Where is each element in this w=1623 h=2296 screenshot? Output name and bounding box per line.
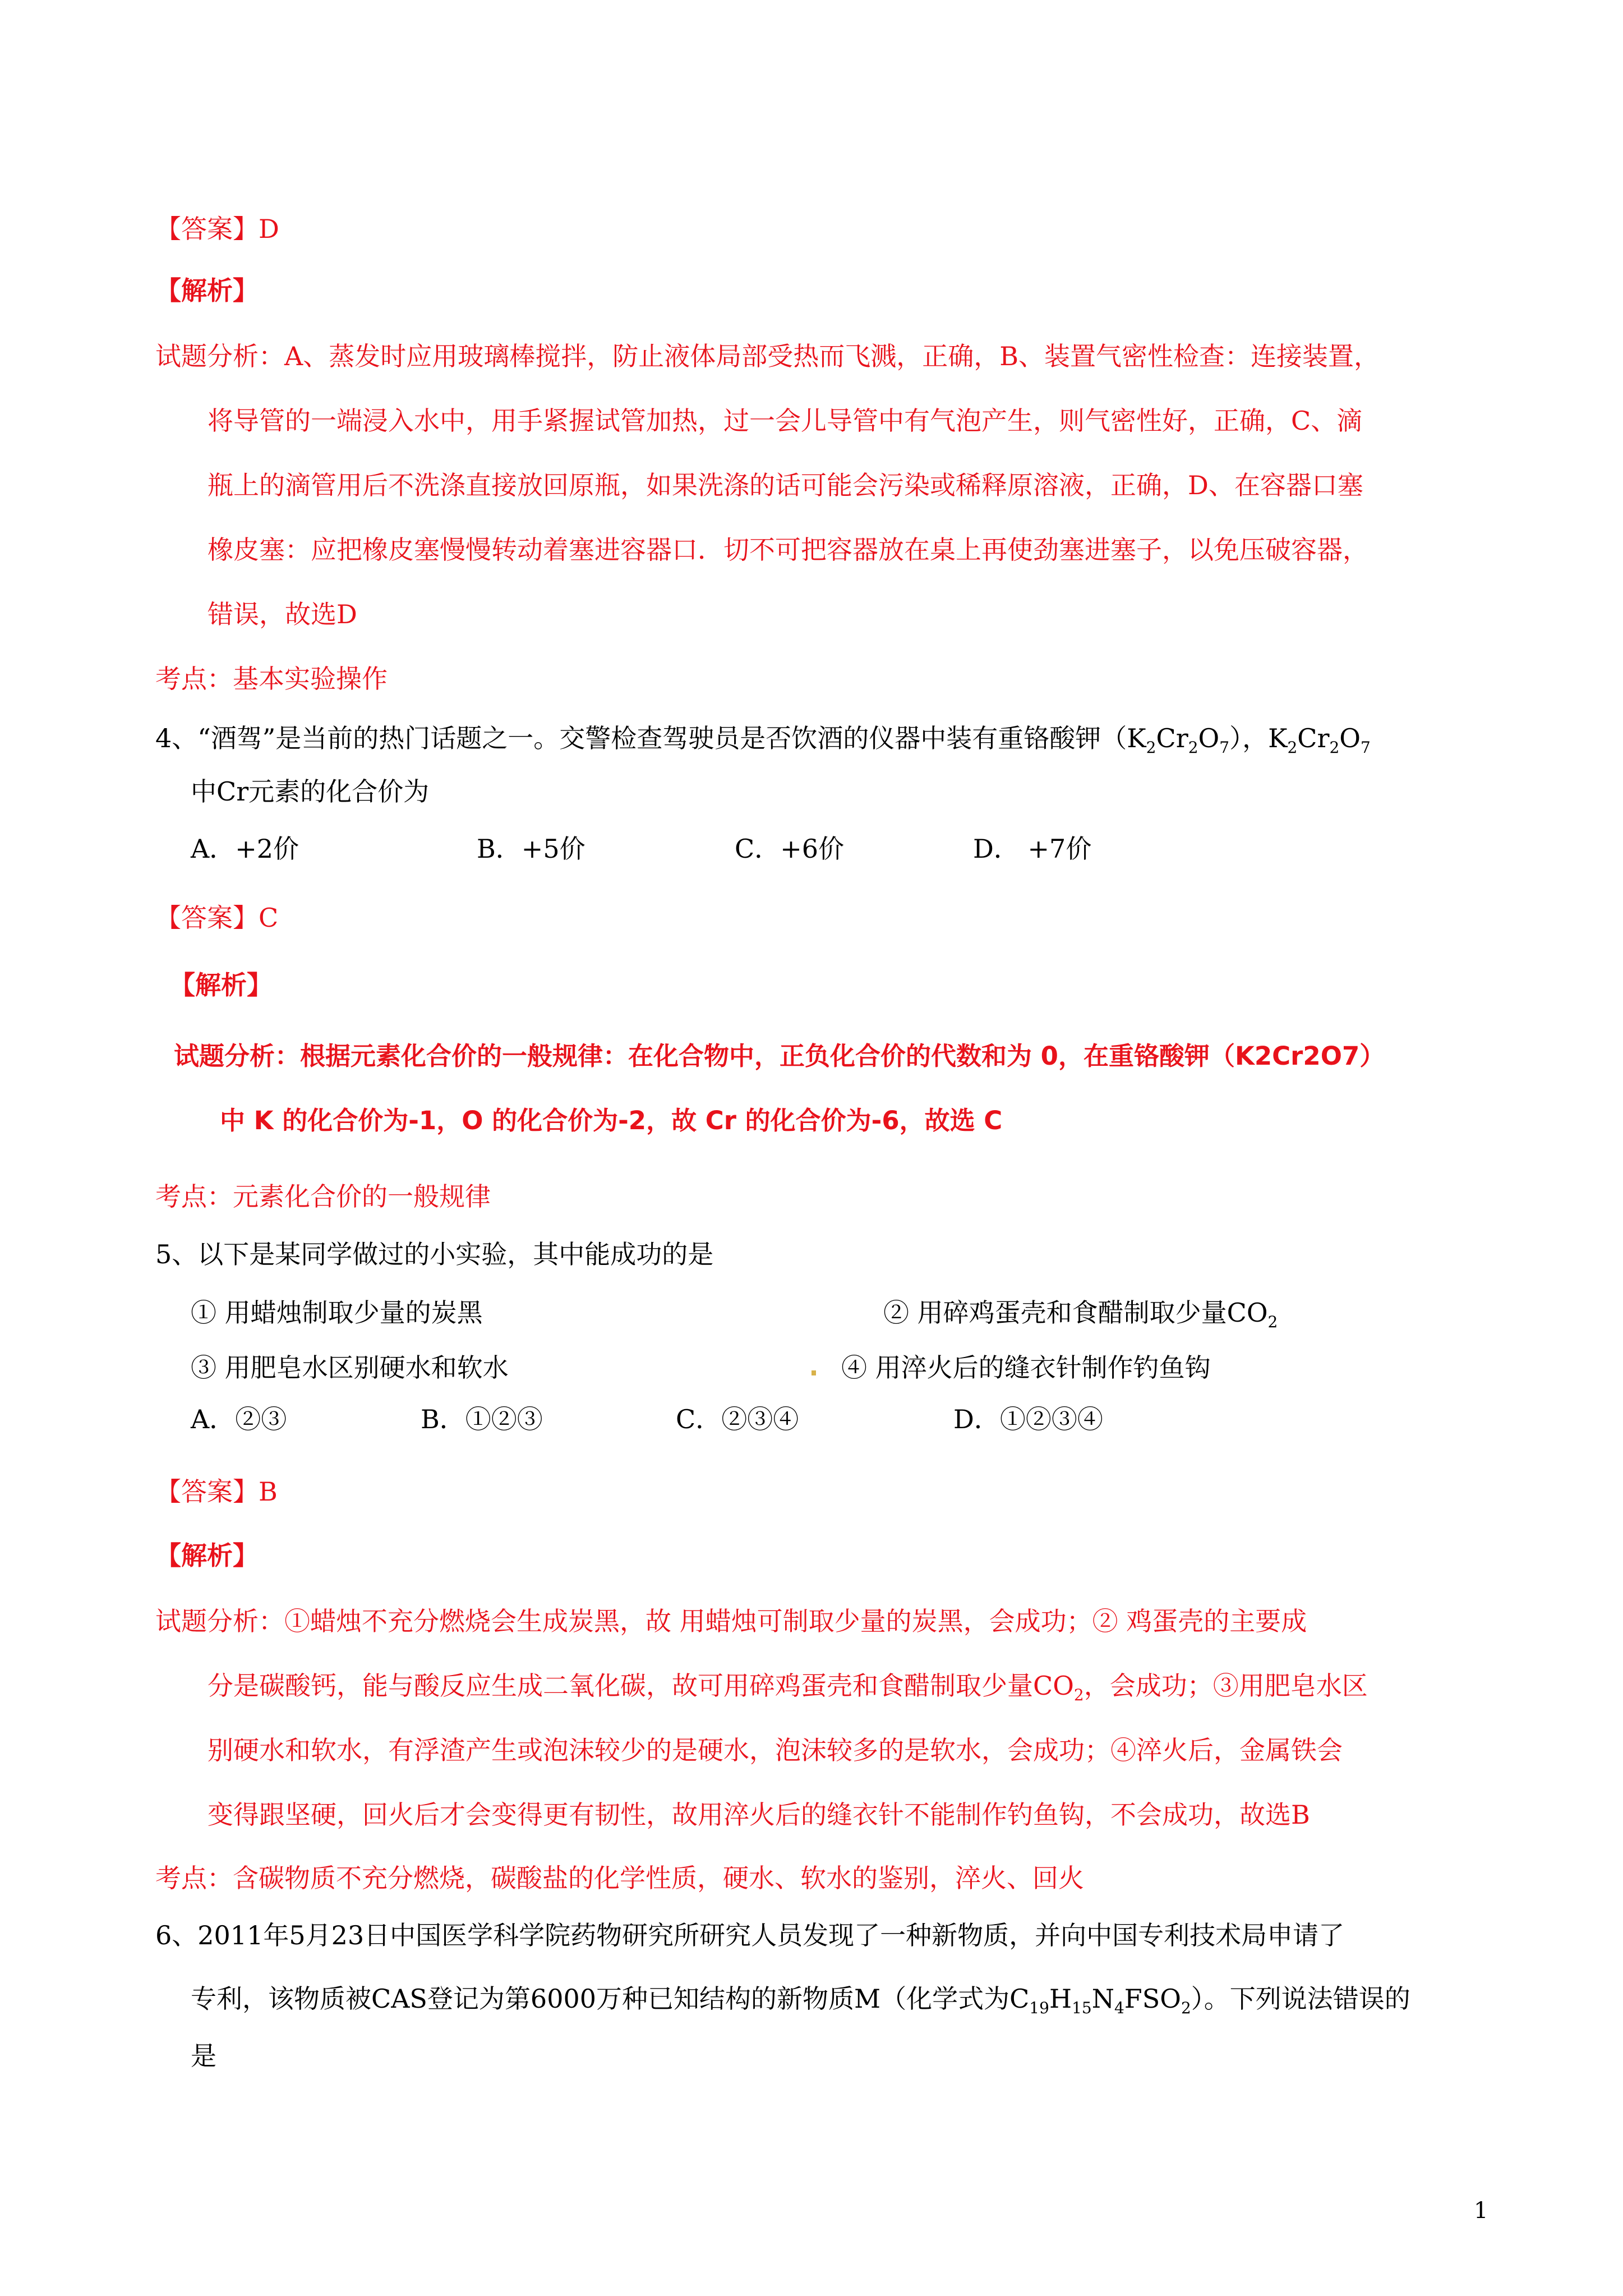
q4-stem-text: ），K xyxy=(1229,723,1288,753)
subscript: 7 xyxy=(1361,738,1371,757)
subscript: 2 xyxy=(1146,738,1156,757)
speck-mark xyxy=(811,1370,816,1375)
formula-part: H xyxy=(1049,1984,1072,2014)
q4-answer: 【答案】C xyxy=(155,903,279,933)
q4-option-c: C．+6价 xyxy=(735,834,845,864)
formula-part: N xyxy=(1091,1984,1114,2014)
q3-analysis-line: 橡皮塞：应把橡皮塞慢慢转动着塞进容器口．切不可把容器放在桌上再使劲塞进塞子，以免压破容器， xyxy=(208,535,1368,565)
q5-analysis-line: 试题分析：①蜡烛不充分燃烧会生成炭黑，故 用蜡烛可制取少量的炭黑，会成功；② 鸡蛋壳的主要成 xyxy=(155,1606,1307,1636)
q5-analysis-text: 分是碳酸钙，能与酸反应生成二氧化碳，故可用碎鸡蛋壳和食醋制取少量CO xyxy=(208,1671,1074,1701)
q5-item-4: ④ 用淬火后的缝衣针制作钓鱼钩 xyxy=(841,1352,1211,1383)
q3-analysis-line: 错误，故选D xyxy=(208,599,357,629)
formula-part: Cr xyxy=(1156,723,1188,753)
formula-part: FSO xyxy=(1124,1984,1181,2014)
q6-stem-line1: 6、2011年5月23日中国医学科学院药物研究所研究人员发现了一种新物质，并向中国专利技术局申请了 xyxy=(155,1920,1345,1950)
q5-item-text: ② 用碎鸡蛋壳和食醋制取少量CO xyxy=(883,1297,1268,1328)
formula-part: O xyxy=(1198,723,1220,753)
subscript: 2 xyxy=(1181,1999,1191,2017)
q5-item-2 xyxy=(883,1297,1278,1331)
q5-option-a: A．②③ xyxy=(191,1404,287,1434)
q4-analysis-line: 试题分析：根据元素化合价的一般规律：在化合物中，正负化合价的代数和为 0，在重铬酸钾（K2Cr2O7） xyxy=(174,1041,1385,1071)
q4-kaodian: 考点：元素化合价的一般规律 xyxy=(155,1181,491,1212)
q5-option-b: B．①②③ xyxy=(421,1404,543,1434)
q5-stem: 5、以下是某同学做过的小实验，其中能成功的是 xyxy=(155,1239,714,1269)
q6-stem-text: ）。下列说法错误的 xyxy=(1191,1984,1410,2014)
q4-option-a: A．+2价 xyxy=(191,834,299,864)
q5-analysis-line: 别硬水和软水，有浮渣产生或泡沫较少的是硬水，泡沫较多的是软水，会成功；④淬火后，金属铁会 xyxy=(208,1735,1343,1765)
q5-option-d: D．①②③④ xyxy=(953,1404,1103,1434)
q5-kaodian: 考点：含碳物质不充分燃烧，碳酸盐的化学性质，硬水、软水的鉴别，淬火、回火 xyxy=(155,1863,1084,1893)
subscript: 2 xyxy=(1329,738,1340,757)
q5-option-c: C．②③④ xyxy=(676,1404,799,1434)
subscript: 15 xyxy=(1072,1999,1092,2017)
q3-jiexi-heading: 【解析】 xyxy=(155,275,259,306)
subscript: 2 xyxy=(1287,738,1298,757)
q5-item-1: ① 用蜡烛制取少量的炭黑 xyxy=(191,1297,483,1328)
q4-stem-line1 xyxy=(155,725,1371,756)
q3-analysis-line: 瓶上的滴管用后不洗涤直接放回原瓶，如果洗涤的话可能会污染或稀释原溶液，正确，D、在容器口塞 xyxy=(208,470,1363,500)
formula-part: Cr xyxy=(1297,723,1330,753)
page-number: 1 xyxy=(1474,2198,1488,2224)
q5-jiexi-heading: 【解析】 xyxy=(155,1540,259,1571)
q5-analysis-line: 变得跟坚硬，回火后才会变得更有韧性，故用淬火后的缝衣针不能制作钓鱼钩，不会成功，故选B xyxy=(208,1800,1310,1830)
q5-item-3: ③ 用肥皂水区别硬水和软水 xyxy=(191,1352,509,1383)
q4-stem-line2: 中Cr元素的化合价为 xyxy=(191,776,430,807)
subscript: 4 xyxy=(1114,1999,1124,2017)
q3-kaodian: 考点：基本实验操作 xyxy=(155,664,388,694)
subscript: 19 xyxy=(1029,1999,1049,2017)
subscript: 2 xyxy=(1267,1313,1278,1331)
q4-stem-text: 4、“酒驾”是当前的热门话题之一。交警检查驾驶员是否饮酒的仪器中装有重铬酸钾（K xyxy=(155,723,1146,753)
subscript: 2 xyxy=(1188,738,1198,757)
subscript: 2 xyxy=(1073,1686,1084,1704)
formula-part: O xyxy=(1339,723,1361,753)
subscript: 7 xyxy=(1219,738,1230,757)
q3-answer: 【答案】D xyxy=(155,214,279,244)
q5-answer: 【答案】B xyxy=(155,1476,278,1507)
q5-analysis-text: ，会成功；③用肥皂水区 xyxy=(1083,1671,1368,1701)
q3-analysis-line: 将导管的一端浸入水中，用手紧握试管加热，过一会儿导管中有气泡产生，则气密性好，正确，C、滴 xyxy=(208,406,1363,436)
q4-option-b: B．+5价 xyxy=(477,834,585,864)
q5-analysis-line xyxy=(208,1673,1368,1703)
q3-analysis-line: 试题分析：A、蒸发时应用玻璃棒搅拌，防止液体局部受热而飞溅，正确，B、装置气密性检查：连接装置， xyxy=(155,341,1380,371)
q4-analysis-line: 中 K 的化合价为-1，O 的化合价为-2，故 Cr 的化合价为-6，故选 C xyxy=(220,1106,1003,1135)
q6-stem-line2 xyxy=(191,1986,1410,2016)
q6-stem-line3: 是 xyxy=(191,2041,216,2071)
q4-option-d: D． +7价 xyxy=(973,834,1092,864)
q4-jiexi-heading: 【解析】 xyxy=(169,970,273,1000)
q6-stem-text: 专利，该物质被CAS登记为第6000万种已知结构的新物质M（化学式为C xyxy=(191,1984,1030,2014)
